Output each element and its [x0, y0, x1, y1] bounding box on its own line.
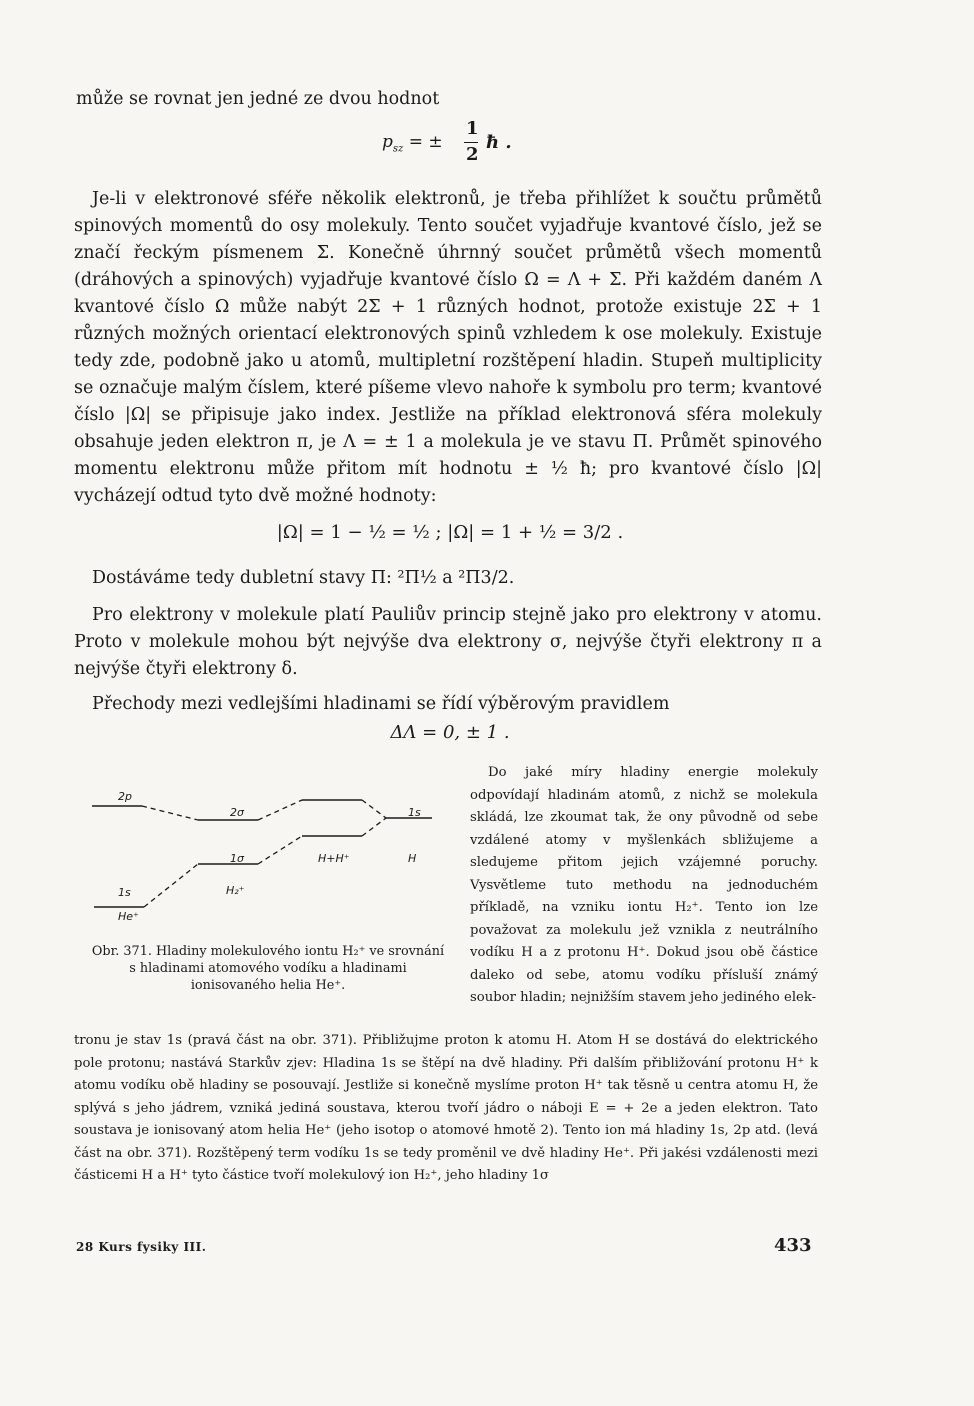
- label-h: H: [408, 852, 417, 865]
- paragraph-doublet: Dostáváme tedy dubletní stavy Π: ²Π½ a ²Π3/2.: [92, 568, 515, 588]
- label-1sigma: 1σ: [230, 852, 244, 865]
- label-h-plus-h: H+H⁺: [318, 852, 350, 865]
- paragraph-selection-rule: Přechody mezi vedlejšími hladinami se řídí výběrovým pravidlem: [92, 694, 670, 714]
- label-1s-left: 1s: [118, 886, 131, 899]
- label-he-plus: He⁺: [118, 910, 139, 923]
- paragraph-stark: tronu je stav 1s (pravá část na obr. 371). Přibližujme proton k atomu H. Atom H se dostává do elektrického pole protonu; nastává Starkův zjev: Hladina 1s se štěpí na dvě hladiny. Při dalším přibližování protonu H⁺ k atomu vodíku obě hladiny se posouvají. Jestliže si konečně myslíme proton H⁺ tak těsně u centra atomu H, že splývá s jeho jádrem, vzniká jediná soustava, kterou tvoří jádro o náboji E = + 2e a jeden elektron. Tato soustava je ionisovaný atom helia He⁺ (jeho isotop o atomové hmotě 2). Tento ion má hladiny 1s, 2p atd. (levá část na obr. 371). Rozštěpený term vodíku 1s se tedy proměnil ve dvě hladiny He⁺. Při jakési vzdálenosti mezi částicemi H a H⁺ tyto částice tvoří molekulový ion H₂⁺, jeho hladiny 1σ: [74, 1033, 818, 1183]
- page-number: 433: [774, 1235, 812, 1256]
- figure-371: [80, 770, 450, 940]
- paragraph-spin-sum: Je-li v elektronové sféře několik elektronů, je třeba přihlížet k součtu průmětů spinových momentů do osy molekuly. Tento součet vyjadřuje kvantové číslo, jež se značí řeckým písmenem Σ. Konečně úhrnný součet průmětů všech momentů (dráhových a spinových) vyjadřuje kvantové číslo Ω = Λ + Σ. Při každém daném Λ kvantové číslo Ω může nabýt 2Σ + 1 různých hodnot, protože existuje 2Σ + 1 různých možných orientací elektronových spinů vzhledem k ose molekuly. Existuje tedy zde, podobně jako u atomů, multipletní rozštěpení hladin. Stupeň multiplicity se označuje malým číslem, které píšeme vlevo nahoře k symbolu pro term; kvantové číslo |Ω| se připisuje jako index. Jestliže na příklad elektronová sféra molekuly obsahuje jeden elektron π, je Λ = ± 1 a molekula je ve stavu Π. Průmět spinového momentu elektronu může přitom mít hodnotu ± ½ ħ; pro kvantové číslo |Ω| vycházejí odtud tyto dvě možné hodnoty:: [74, 189, 822, 506]
- side-column-text: Do jaké míry hladiny energie molekuly odpovídají hladinám atomů, z nichž se molekula skládá, lze zkoumat tak, že ony původně od sebe vzdálené atomy v myšlenkách sbližujeme a sledujeme přitom jejich vzájemné poruchy. Vysvětleme tuto methodu na jednoduchém příkladě, na vzniku iontu H₂⁺. Tento ion lze považovat za molekulu jež vznikla z neutrálního vodíku H a z protonu H⁺. Dokud jsou obě částice daleko od sebe, atomu vodíku přísluší známý soubor hladin; nejnižším stavem jeho jediného elek-: [470, 765, 818, 1005]
- label-2p: 2p: [118, 790, 132, 803]
- intro-line: může se rovnat jen jedné ze dvou hodnot: [76, 89, 440, 109]
- figure-caption: Obr. 371. Hladiny molekulového iontu H₂⁺ ve srovnání s hladinami atomového vodíku a hladinami ionisovaného helia He⁺.: [91, 944, 445, 993]
- equation-psz: $p_{sz}$ = ± 1 2 ħ .: [382, 118, 512, 165]
- paragraph-pauli: Pro elektrony v molekule platí Pauliův princip stejně jako pro elektrony v atomu. Proto v molekule mohou být nejvýše dva elektrony σ, nejvýše čtyři elektrony π a nejvýše čtyři elektrony δ.: [74, 605, 822, 679]
- label-2sigma: 2σ: [230, 806, 244, 819]
- equation-omega: |Ω| = 1 − ½ = ½ ; |Ω| = 1 + ½ = 3/2 .: [276, 522, 624, 543]
- label-1s-right: 1s: [408, 806, 421, 819]
- equation-rule: ΔΛ = 0, ± 1 .: [390, 722, 510, 743]
- label-h2plus: H₂⁺: [226, 884, 245, 897]
- footer-signature: 28 Kurs fysiky III.: [76, 1240, 207, 1254]
